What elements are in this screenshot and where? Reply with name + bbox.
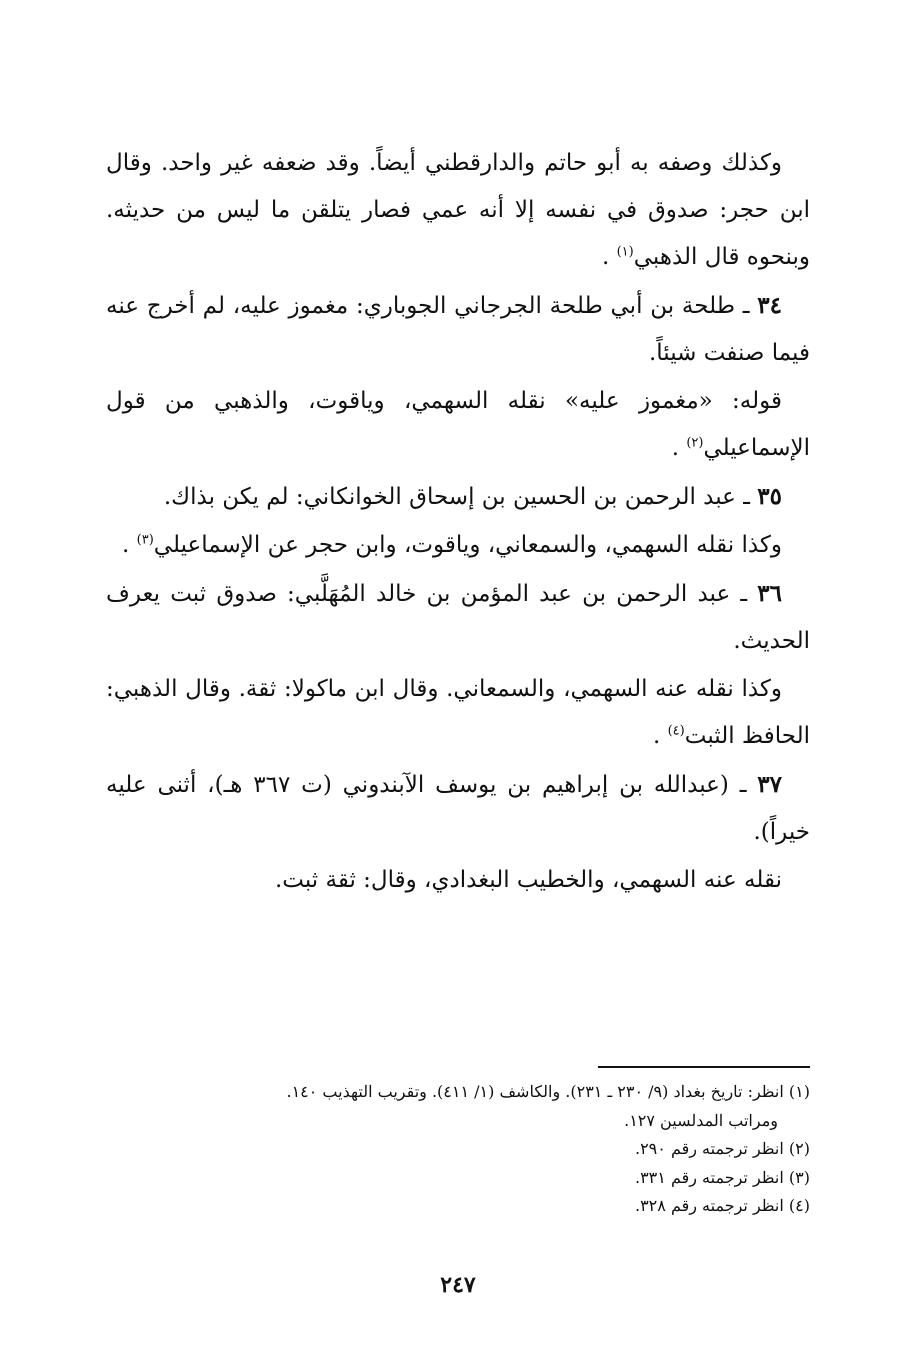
line-text: وقال ابن حجر: صدوق في نفسه إلا أنه عمي فصار يتلقن ما ليس من حديثه. [106, 150, 810, 223]
entry-text: ـ (عبدالله بن إبراهيم بن يوسف الآبندوني (ت ٣٦٧ هـ)، أثنى عليه خيراً). [106, 772, 810, 845]
page-number: ٢٤٧ [440, 1272, 476, 1298]
footnote-4: (٤) انظر ترجمته رقم ٣٢٨. [634, 1196, 810, 1215]
entry-34 [106, 282, 810, 377]
footnote-ref: (١) [616, 244, 634, 260]
period: . [601, 244, 610, 270]
footnote-ref: (٤) [667, 723, 685, 739]
comment-text: قوله: «مغموز عليه» نقله السهمي، وياقوت، والذهبي من قول الإسماعيلي [106, 388, 810, 461]
footnote-ref: (٣) [136, 532, 154, 548]
comment-35 [106, 522, 810, 569]
entry-text: ـ عبد الرحمن بن عبد المؤمن بن خالد المُهَلَّبي: صدوق ثبت يعرف الحديث. [106, 581, 810, 654]
entry-36 [106, 570, 810, 665]
footnote-1-continuation: ومراتب المدلسين ١٢٧. [624, 1110, 778, 1130]
line-text: وكذلك وصفه به أبو حاتم والدارقطني أيضاً. وقد ضعفه غير واحد. [160, 150, 783, 176]
entry-number: ٣٥ [757, 483, 782, 510]
entry-text: ـ عبد الرحمن بن الحسين بن إسحاق الخوانكاني: لم يكن بذاك. [163, 484, 750, 510]
entry-35 [106, 473, 810, 521]
line-text: وبنحوه قال الذهبي [633, 244, 810, 270]
comment-37 [106, 857, 810, 904]
footnote-ref: (٢) [686, 435, 704, 451]
footnotes [106, 1078, 810, 1221]
period: . [671, 435, 679, 461]
entry-37 [106, 761, 810, 856]
footnote-2: (٢) انظر ترجمته رقم ٢٩٠. [634, 1139, 810, 1158]
footnote-3: (٣) انظر ترجمته رقم ٣٣١. [634, 1167, 810, 1187]
entry-number: ٣٤ [757, 292, 782, 319]
entry-number: ٣٧ [757, 771, 783, 798]
paragraph-1 [106, 140, 810, 281]
main-text [106, 140, 810, 904]
period: . [652, 723, 661, 749]
comment-34 [106, 378, 810, 472]
comment-36 [106, 666, 810, 760]
footnote-separator [598, 1066, 810, 1068]
comment-text: نقله عنه السهمي، والخطيب البغدادي، وقال: ثقة ثبت. [274, 867, 782, 893]
footnote-1: (١) انظر: تاريخ بغداد (٩/ ٢٣٠ ـ ٢٣١). والكاشف (١/ ٤١١). وتقريب التهذيب ١٤٠. [286, 1082, 810, 1101]
period: . [122, 532, 130, 558]
comment-text: وكذا نقله السهمي، والسمعاني، وياقوت، وابن حجر عن الإسماعيلي [153, 532, 782, 558]
entry-text: ـ طلحة بن أبي طلحة الجرجاني الجوباري: مغموز عليه، لم أخرج عنه فيما صنفت شيئاً. [106, 293, 810, 366]
entry-number: ٣٦ [757, 580, 783, 607]
comment-text: وكذا نقله عنه السهمي، والسمعاني. وقال ابن ماكولا: ثقة. وقال الذهبي: الحافظ الثبت [106, 676, 810, 749]
